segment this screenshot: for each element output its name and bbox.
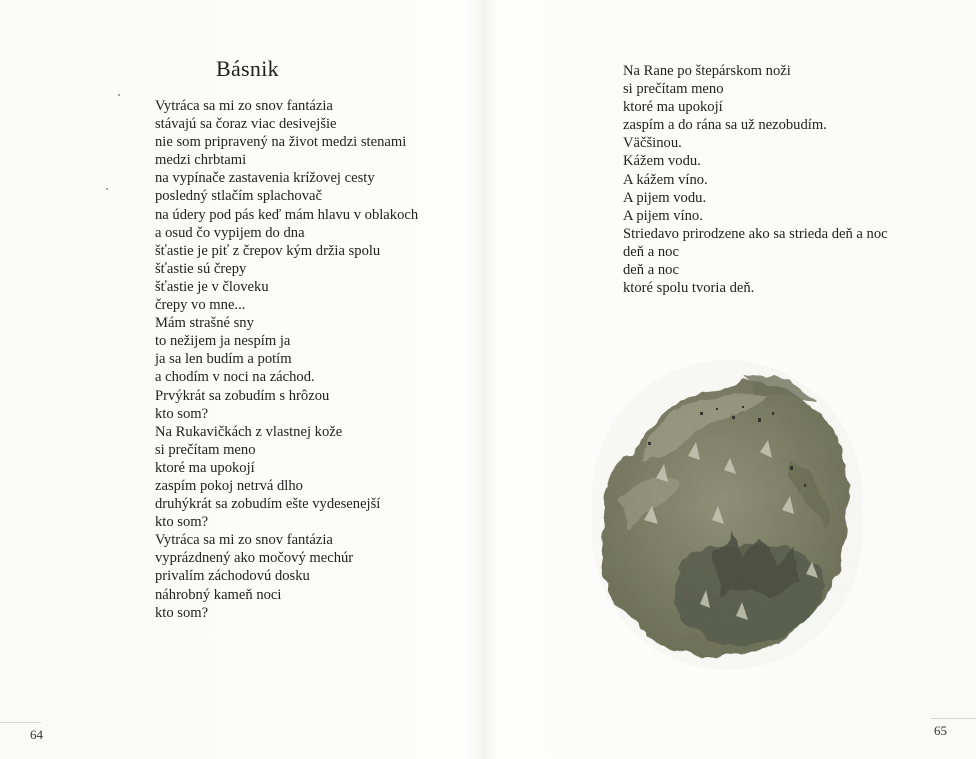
poem-right-lines (623, 62, 888, 297)
poem-line: Na Rukavičkách z vlastnej kože (155, 423, 343, 440)
poem-line: na vypínače zastavenia krížovej cesty (155, 170, 375, 187)
poem-line: A kážem víno. (623, 171, 708, 188)
poem-line: Vytráca sa mi zo snov fantázia (155, 98, 333, 114)
poem-line: ktoré spolu tvoria deň. (623, 280, 755, 297)
poem-line: druhýkrát sa zobudím ešte vydesenejší (155, 496, 381, 513)
poem-line: šťastie sú črepy (155, 260, 247, 277)
poem-line: kto som? (155, 514, 209, 531)
poem-line: privalím záchodovú dosku (155, 568, 310, 585)
poem-line: zaspím a do rána sa už nezobudím. (623, 117, 827, 134)
page-footer-rule-left (0, 722, 41, 723)
speck-mark (106, 188, 108, 190)
poem-line: to nežijem ja nespím ja (155, 333, 291, 350)
speck-mark (118, 94, 120, 96)
poem-line: Prvýkrát sa zobudím s hrôzou (155, 387, 330, 404)
watercolor-globe-illustration (592, 360, 862, 670)
poem-line: deň a noc (623, 243, 679, 260)
poem-line: kto som? (155, 405, 209, 422)
poem-line: šťastie je piť z črepov kým držia spolu (155, 242, 381, 259)
poem-line: ja sa len budím a potím (155, 351, 292, 368)
poem-line: Striedavo prirodzene ako sa strieda deň a noc (623, 225, 888, 242)
poem-line: a osud čo vypijem do dna (155, 224, 305, 241)
page-number-right: 65 (934, 723, 947, 738)
poem-line: a chodím v noci na záchod. (155, 369, 315, 386)
poem-line: A pijem vodu. (623, 189, 707, 206)
poem-line: si prečítam meno (623, 81, 724, 98)
poem-line: Mám strašné sny (155, 315, 254, 332)
poem-line: A pijem víno. (623, 207, 703, 224)
poem-line: stávajú sa čoraz viac desivejšie (155, 116, 337, 133)
poem-line: Na Rane po štepárskom noži (623, 63, 791, 79)
poem-line: si prečítam meno (155, 441, 256, 458)
poem-line: ktoré ma upokojí (155, 459, 255, 476)
page-footer-rule-right (931, 718, 976, 719)
poem-line: na údery pod pás keď mám hlavu v oblakoch (155, 206, 419, 223)
poem-line: posledný stlačím splachovač (155, 188, 322, 205)
poem-line: Väčšinou. (623, 135, 682, 152)
poem-line: ktoré ma upokojí (623, 99, 723, 116)
poem-line: Kážem vodu. (623, 153, 701, 170)
poem-line: nie som pripravený na život medzi stenami (155, 134, 407, 151)
poem-line: Vytráca sa mi zo snov fantázia (155, 532, 333, 549)
poem-line: zaspím pokoj netrvá dlho (155, 477, 303, 494)
poem-left-lines (155, 97, 418, 622)
page-number-left: 64 (30, 727, 43, 742)
poem-line: náhrobný kameň noci (155, 586, 282, 603)
poem-line: medzi chrbtami (155, 152, 247, 169)
poem-line: črepy vo mne... (155, 297, 246, 314)
poem-line: deň a noc (623, 262, 679, 279)
poem-line: vyprázdnený ako močový mechúr (155, 550, 354, 567)
poem-line: kto som? (155, 604, 209, 621)
poem-title: Básnik (216, 56, 279, 81)
poem-line: šťastie je v človeku (155, 278, 269, 295)
